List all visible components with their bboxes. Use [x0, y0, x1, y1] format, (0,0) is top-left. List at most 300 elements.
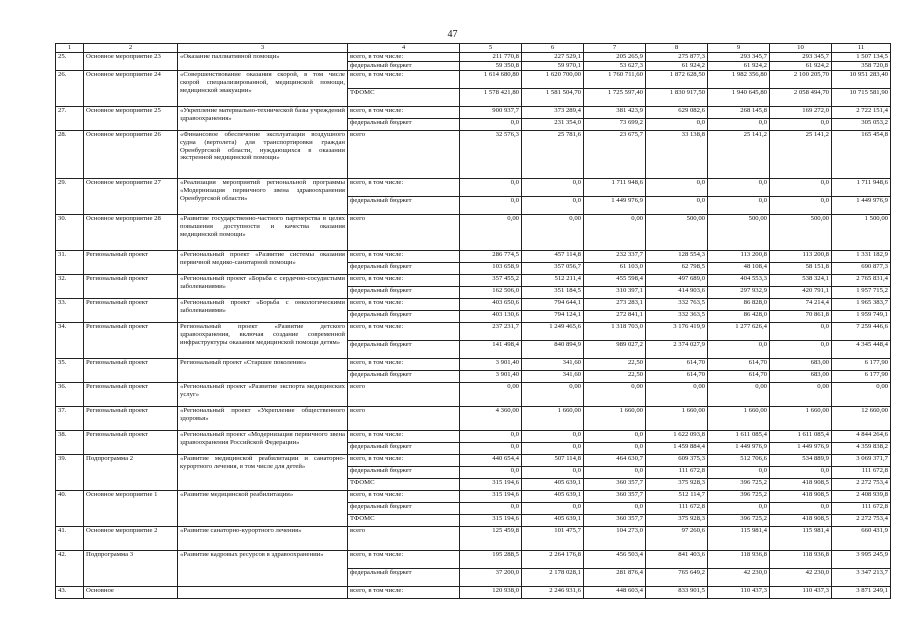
amount-cell: 74 214,4 [770, 298, 832, 310]
amount-cell: 315 194,6 [460, 514, 522, 526]
amount-cell: 141 498,4 [460, 340, 522, 358]
header-cell: 4 [348, 44, 460, 53]
funding-source-cell: всего, в том числе: [348, 250, 460, 262]
amount-cell: 1 620 700,00 [522, 70, 584, 88]
amount-cell: 0,00 [460, 382, 522, 406]
row-number-cell: 34. [56, 322, 84, 358]
table-row [56, 52, 891, 61]
amount-cell: 0,0 [770, 502, 832, 514]
amount-cell: 1 872 628,50 [646, 70, 708, 88]
item-name-cell: «Укрепление материально-технической базы учреждений здравоохранения» [178, 106, 348, 130]
row-number-cell: 31. [56, 250, 84, 274]
row-number-cell: 38. [56, 430, 84, 454]
amount-cell: 500,00 [770, 214, 832, 250]
table-row [56, 490, 891, 502]
amount-cell: 840 894,9 [522, 340, 584, 358]
amount-cell: 281 876,4 [584, 568, 646, 586]
amount-cell: 25 141,2 [770, 130, 832, 178]
funding-source-cell: федеральный бюджет [348, 118, 460, 130]
amount-cell: 683,00 [770, 370, 832, 382]
amount-cell: 86 828,0 [708, 298, 770, 310]
item-name-cell: «Региональный проект «Развитие экспорта медицинских услуг» [178, 382, 348, 406]
funding-source-cell: всего, в том числе: [348, 106, 460, 118]
amount-cell: 162 506,0 [460, 286, 522, 298]
header-row [56, 44, 891, 53]
amount-cell: 0,0 [584, 502, 646, 514]
amount-cell: 4 345 448,4 [832, 340, 891, 358]
amount-cell: 0,00 [646, 382, 708, 406]
funding-source-cell: федеральный бюджет [348, 502, 460, 514]
amount-cell: 118 936,8 [770, 550, 832, 568]
amount-cell: 1 318 703,0 [584, 322, 646, 340]
amount-cell: 512 114,7 [646, 490, 708, 502]
header-cell: 11 [832, 44, 891, 53]
amount-cell: 456 503,4 [584, 550, 646, 568]
table-row [56, 586, 891, 598]
amount-cell: 455 598,4 [584, 274, 646, 286]
amount-cell: 315 194,6 [460, 478, 522, 490]
amount-cell: 0,00 [460, 214, 522, 250]
amount-cell: 0,00 [584, 382, 646, 406]
funding-source-cell: ТФОМС [348, 514, 460, 526]
amount-cell: 396 725,2 [708, 478, 770, 490]
amount-cell: 341,60 [522, 358, 584, 370]
item-name-cell: «Региональный проект «Развитие системы оказания первичной медико-санитарной помощи» [178, 250, 348, 274]
funding-source-cell: ТФОМС [348, 88, 460, 106]
amount-cell: 2 100 205,70 [770, 70, 832, 88]
amount-cell: 115 981,4 [708, 526, 770, 550]
funding-source-cell: федеральный бюджет [348, 196, 460, 214]
row-number-cell: 36. [56, 382, 84, 406]
item-name-cell: «Совершенствование оказания скорой, в том числе скорой специализированной, медицинской помощи, медицинской эвакуации» [178, 70, 348, 106]
amount-cell: 360 357,7 [584, 490, 646, 502]
amount-cell: 500,00 [646, 214, 708, 250]
item-name-cell: «Развитие санаторно-курортного лечения» [178, 526, 348, 550]
amount-cell: 500,00 [708, 214, 770, 250]
amount-cell: 7 259 446,6 [832, 322, 891, 340]
row-number-cell: 35. [56, 358, 84, 382]
table-row [56, 550, 891, 568]
amount-cell: 0,00 [832, 382, 891, 406]
row-number-cell: 28. [56, 130, 84, 178]
item-type-cell: Региональный проект [84, 382, 178, 406]
amount-cell: 58 151,8 [770, 262, 832, 274]
amount-cell: 42 230,0 [708, 568, 770, 586]
amount-cell: 1 611 085,4 [708, 430, 770, 442]
amount-cell: 0,00 [584, 214, 646, 250]
row-number-cell: 32. [56, 274, 84, 298]
funding-source-cell: всего [348, 526, 460, 550]
amount-cell: 48 108,4 [708, 262, 770, 274]
item-type-cell: Региональный проект [84, 250, 178, 274]
amount-cell: 683,00 [770, 358, 832, 370]
amount-cell: 1 711 948,6 [832, 178, 891, 196]
amount-cell: 357 455,2 [460, 274, 522, 286]
amount-cell: 3 176 419,9 [646, 322, 708, 340]
amount-cell: 165 454,8 [832, 130, 891, 178]
table-row [56, 322, 891, 340]
amount-cell: 0,00 [708, 382, 770, 406]
amount-cell: 169 272,0 [770, 106, 832, 118]
amount-cell: 332 363,5 [646, 310, 708, 322]
amount-cell: 59 350,8 [460, 61, 522, 70]
amount-cell: 497 689,0 [646, 274, 708, 286]
amount-cell: 0,0 [708, 466, 770, 478]
amount-cell: 0,0 [460, 442, 522, 454]
item-name-cell: «Реализация мероприятий региональной программы «Модернизация первичного звена здравоохранения Оренбургской области» [178, 178, 348, 214]
amount-cell: 512 706,6 [708, 454, 770, 466]
amount-cell: 3 995 245,9 [832, 550, 891, 568]
amount-cell: 3 901,40 [460, 370, 522, 382]
amount-cell: 120 938,0 [460, 586, 522, 598]
amount-cell: 310 397,1 [584, 286, 646, 298]
amount-cell: 97 260,6 [646, 526, 708, 550]
amount-cell: 1 711 948,6 [584, 178, 646, 196]
funding-source-cell: федеральный бюджет [348, 262, 460, 274]
amount-cell: 33 138,8 [646, 130, 708, 178]
amount-cell: 0,0 [646, 196, 708, 214]
item-type-cell: Региональный проект [84, 406, 178, 430]
amount-cell: 2 272 753,4 [832, 478, 891, 490]
amount-cell: 0,0 [460, 178, 522, 196]
amount-cell: 0,0 [584, 430, 646, 442]
amount-cell: 111 672,8 [832, 466, 891, 478]
header-cell: 1 [56, 44, 84, 53]
item-name-cell: «Развитие государственно-частного партнерства в целях повышения доступности и качества оказания медицинской помощи» [178, 214, 348, 250]
amount-cell: 42 230,0 [770, 568, 832, 586]
amount-cell: 2 246 931,6 [522, 586, 584, 598]
amount-cell: 351 184,5 [522, 286, 584, 298]
amount-cell: 1 660,00 [708, 406, 770, 430]
amount-cell: 1 660,00 [584, 406, 646, 430]
funding-source-cell: всего, в том числе: [348, 274, 460, 286]
amount-cell: 396 725,2 [708, 490, 770, 502]
amount-cell: 1 331 182,9 [832, 250, 891, 262]
funding-source-cell: федеральный бюджет [348, 568, 460, 586]
amount-cell: 1 965 383,7 [832, 298, 891, 310]
header-cell: 8 [646, 44, 708, 53]
amount-cell: 0,0 [770, 340, 832, 358]
amount-cell: 0,00 [770, 382, 832, 406]
row-number-cell: 41. [56, 526, 84, 550]
table-row [56, 106, 891, 118]
amount-cell: 0,0 [460, 502, 522, 514]
amount-cell: 70 861,8 [770, 310, 832, 322]
row-number-cell: 30. [56, 214, 84, 250]
amount-cell: 273 283,1 [584, 298, 646, 310]
amount-cell: 900 937,7 [460, 106, 522, 118]
amount-cell: 113 200,8 [770, 250, 832, 262]
amount-cell: 211 770,8 [460, 52, 522, 61]
amount-cell: 1 449 976,9 [584, 196, 646, 214]
item-name-cell: «Финансовое обеспечение эксплуатации воздушного судна (вертолета) для транспортировки граждан Оренбургской области, нуждающихся в оказании экстренной медицинской помощи» [178, 130, 348, 178]
item-type-cell: Основное мероприятие 27 [84, 178, 178, 214]
amount-cell: 2 264 176,8 [522, 550, 584, 568]
amount-cell: 1 660,00 [522, 406, 584, 430]
amount-cell: 237 231,7 [460, 322, 522, 340]
amount-cell: 0,0 [646, 118, 708, 130]
amount-cell: 358 720,8 [832, 61, 891, 70]
row-number-cell: 33. [56, 298, 84, 322]
amount-cell: 110 437,3 [770, 586, 832, 598]
amount-cell: 275 877,3 [646, 52, 708, 61]
amount-cell: 1 507 134,5 [832, 52, 891, 61]
amount-cell: 0,0 [460, 466, 522, 478]
amount-cell: 104 273,0 [584, 526, 646, 550]
table-row [56, 406, 891, 430]
amount-cell: 0,00 [522, 214, 584, 250]
amount-cell: 0,0 [460, 118, 522, 130]
amount-cell: 22,50 [584, 370, 646, 382]
amount-cell: 22,50 [584, 358, 646, 370]
item-type-cell: Основное мероприятие 25 [84, 106, 178, 130]
amount-cell: 86 428,0 [708, 310, 770, 322]
table-row [56, 178, 891, 196]
item-type-cell: Основное мероприятие 26 [84, 130, 178, 178]
amount-cell: 512 211,4 [522, 274, 584, 286]
amount-cell: 841 403,6 [646, 550, 708, 568]
amount-cell: 0,0 [522, 196, 584, 214]
amount-cell: 405 639,1 [522, 490, 584, 502]
amount-cell: 794 644,1 [522, 298, 584, 310]
amount-cell: 1 500,00 [832, 214, 891, 250]
funding-source-cell: федеральный бюджет [348, 466, 460, 478]
amount-cell: 614,70 [708, 370, 770, 382]
amount-cell: 414 903,6 [646, 286, 708, 298]
amount-cell: 6 177,90 [832, 358, 891, 370]
item-name-cell: Региональный проект «Старшее поколение» [178, 358, 348, 382]
amount-cell: 3 871 249,1 [832, 586, 891, 598]
amount-cell: 61 924,2 [708, 61, 770, 70]
amount-cell: 1 249 465,6 [522, 322, 584, 340]
amount-cell: 1 982 356,80 [708, 70, 770, 88]
funding-source-cell: всего [348, 406, 460, 430]
amount-cell: 0,0 [522, 442, 584, 454]
amount-cell: 0,0 [770, 118, 832, 130]
amount-cell: 357 056,7 [522, 262, 584, 274]
funding-source-cell: всего [348, 214, 460, 250]
table-row [56, 130, 891, 178]
funding-source-cell: федеральный бюджет [348, 442, 460, 454]
amount-cell: 1 449 976,9 [832, 196, 891, 214]
amount-cell: 2 058 494,70 [770, 88, 832, 106]
item-type-cell: Основное [84, 586, 178, 598]
amount-cell: 1 959 749,1 [832, 310, 891, 322]
amount-cell: 103 658,9 [460, 262, 522, 274]
item-name-cell: «Развитие кадровых ресурсов в здравоохранении» [178, 550, 348, 586]
amount-cell: 2 272 753,4 [832, 514, 891, 526]
amount-cell: 403 650,6 [460, 298, 522, 310]
amount-cell: 3 069 371,7 [832, 454, 891, 466]
amount-cell: 4 359 838,2 [832, 442, 891, 454]
amount-cell: 10 715 581,90 [832, 88, 891, 106]
amount-cell: 25 781,6 [522, 130, 584, 178]
amount-cell: 660 431,9 [832, 526, 891, 550]
funding-source-cell: всего [348, 130, 460, 178]
amount-cell: 418 908,5 [770, 514, 832, 526]
amount-cell: 0,0 [522, 466, 584, 478]
amount-cell: 4 844 264,6 [832, 430, 891, 442]
item-type-cell: Региональный проект [84, 274, 178, 298]
amount-cell: 2 765 831,4 [832, 274, 891, 286]
row-number-cell: 43. [56, 586, 84, 598]
funding-source-cell: федеральный бюджет [348, 370, 460, 382]
amount-cell: 1 578 421,80 [460, 88, 522, 106]
amount-cell: 61 103,0 [584, 262, 646, 274]
item-type-cell: Основное мероприятие 23 [84, 52, 178, 70]
amount-cell: 375 928,3 [646, 478, 708, 490]
page-number: 47 [447, 29, 458, 40]
table-row [56, 430, 891, 442]
funding-source-cell: всего, в том числе: [348, 550, 460, 568]
item-name-cell: «Региональный проект «Борьба с сердечно-сосудистыми заболеваниями» [178, 274, 348, 298]
amount-cell: 227 529,1 [522, 52, 584, 61]
amount-cell: 61 924,2 [770, 61, 832, 70]
amount-cell: 690 877,3 [832, 262, 891, 274]
amount-cell: 765 649,2 [646, 568, 708, 586]
table-row [56, 454, 891, 466]
amount-cell: 3 901,40 [460, 358, 522, 370]
amount-cell: 110 437,3 [708, 586, 770, 598]
amount-cell: 111 672,8 [646, 466, 708, 478]
amount-cell: 360 357,7 [584, 514, 646, 526]
amount-cell: 0,0 [646, 178, 708, 196]
item-name-cell [178, 586, 348, 598]
amount-cell: 538 324,1 [770, 274, 832, 286]
funding-source-cell: всего, в том числе: [348, 70, 460, 88]
amount-cell: 609 375,3 [646, 454, 708, 466]
table-row [56, 70, 891, 88]
funding-source-cell: всего, в том числе: [348, 298, 460, 310]
amount-cell: 272 841,1 [584, 310, 646, 322]
table-row [56, 382, 891, 406]
table-row [56, 250, 891, 262]
amount-cell: 0,0 [584, 442, 646, 454]
amount-cell: 37 200,0 [460, 568, 522, 586]
amount-cell: 794 124,1 [522, 310, 584, 322]
row-number-cell: 26. [56, 70, 84, 106]
amount-cell: 1 725 597,40 [584, 88, 646, 106]
amount-cell: 1 581 504,70 [522, 88, 584, 106]
amount-cell: 205 265,9 [584, 52, 646, 61]
amount-cell: 534 889,9 [770, 454, 832, 466]
item-name-cell: Региональный проект «Развитие детского здравоохранения, включая создание современной инфраструктуры оказания медицинской помощи детям» [178, 322, 348, 358]
amount-cell: 1 660,00 [646, 406, 708, 430]
header-cell: 6 [522, 44, 584, 53]
funding-source-cell: федеральный бюджет [348, 340, 460, 358]
amount-cell: 232 337,7 [584, 250, 646, 262]
funding-source-cell: федеральный бюджет [348, 286, 460, 298]
item-type-cell: Основное мероприятие 28 [84, 214, 178, 250]
row-number-cell: 37. [56, 406, 84, 430]
amount-cell: 0,0 [708, 196, 770, 214]
amount-cell: 418 908,5 [770, 490, 832, 502]
amount-cell: 23 675,7 [584, 130, 646, 178]
amount-cell: 6 177,90 [832, 370, 891, 382]
amount-cell: 286 774,5 [460, 250, 522, 262]
item-name-cell: «Развитие медицинской реабилитации и санаторно-курортного лечения, в том числе для детей» [178, 454, 348, 490]
header-cell: 10 [770, 44, 832, 53]
item-type-cell: Региональный проект [84, 430, 178, 454]
amount-cell: 101 475,7 [522, 526, 584, 550]
amount-cell: 59 970,1 [522, 61, 584, 70]
amount-cell: 614,70 [646, 370, 708, 382]
amount-cell: 62 798,5 [646, 262, 708, 274]
item-type-cell: Основное мероприятие 24 [84, 70, 178, 106]
amount-cell: 341,60 [522, 370, 584, 382]
header-cell: 7 [584, 44, 646, 53]
funding-source-cell: федеральный бюджет [348, 310, 460, 322]
amount-cell: 268 145,8 [708, 106, 770, 118]
amount-cell: 381 423,9 [584, 106, 646, 118]
amount-cell: 305 053,2 [832, 118, 891, 130]
amount-cell: 1 957 715,2 [832, 286, 891, 298]
funding-source-cell: всего, в том числе: [348, 178, 460, 196]
amount-cell: 25 141,2 [708, 130, 770, 178]
item-type-cell: Подпрограмма 2 [84, 454, 178, 490]
amount-cell: 440 654,4 [460, 454, 522, 466]
amount-cell: 53 627,3 [584, 61, 646, 70]
table-row [56, 358, 891, 370]
funding-source-cell: всего, в том числе: [348, 586, 460, 598]
amount-cell: 195 288,5 [460, 550, 522, 568]
amount-cell: 1 459 884,4 [646, 442, 708, 454]
amount-cell: 113 200,8 [708, 250, 770, 262]
amount-cell: 1 449 976,9 [708, 442, 770, 454]
amount-cell: 614,70 [708, 358, 770, 370]
row-number-cell: 42. [56, 550, 84, 586]
amount-cell: 0,0 [584, 466, 646, 478]
amount-cell: 0,0 [522, 178, 584, 196]
amount-cell: 360 357,7 [584, 478, 646, 490]
amount-cell: 403 130,6 [460, 310, 522, 322]
funding-source-cell: всего, в том числе: [348, 454, 460, 466]
amount-cell: 315 194,6 [460, 490, 522, 502]
amount-cell: 464 630,7 [584, 454, 646, 466]
amount-cell: 0,0 [770, 466, 832, 478]
amount-cell: 396 725,2 [708, 514, 770, 526]
funding-source-cell: всего [348, 382, 460, 406]
amount-cell: 2 374 027,9 [646, 340, 708, 358]
item-name-cell: «Региональный проект «Борьба с онкологическими заболеваниями» [178, 298, 348, 322]
amount-cell: 405 639,1 [522, 478, 584, 490]
amount-cell: 1 622 093,8 [646, 430, 708, 442]
amount-cell: 1 277 626,4 [708, 322, 770, 340]
item-name-cell: «Региональный проект «Модернизация первичного звена здравоохранения Российской Федерации» [178, 430, 348, 454]
table-row [56, 526, 891, 550]
amount-cell: 0,0 [460, 430, 522, 442]
item-type-cell: Основное мероприятие 1 [84, 490, 178, 526]
funding-source-cell: всего, в том числе: [348, 430, 460, 442]
amount-cell: 404 553,3 [708, 274, 770, 286]
amount-cell: 0,0 [708, 502, 770, 514]
amount-cell: 118 936,8 [708, 550, 770, 568]
funding-source-cell: ТФОМС [348, 478, 460, 490]
amount-cell: 0,0 [770, 322, 832, 340]
item-type-cell: Региональный проект [84, 358, 178, 382]
amount-cell: 1 611 085,4 [770, 430, 832, 442]
header-cell: 3 [178, 44, 348, 53]
header-cell: 5 [460, 44, 522, 53]
table-row [56, 214, 891, 250]
amount-cell: 1 760 711,60 [584, 70, 646, 88]
amount-cell: 375 928,3 [646, 514, 708, 526]
amount-cell: 12 660,00 [832, 406, 891, 430]
table-row [56, 274, 891, 286]
amount-cell: 332 763,5 [646, 298, 708, 310]
item-type-cell: Подпрограмма 3 [84, 550, 178, 586]
amount-cell: 297 932,9 [708, 286, 770, 298]
